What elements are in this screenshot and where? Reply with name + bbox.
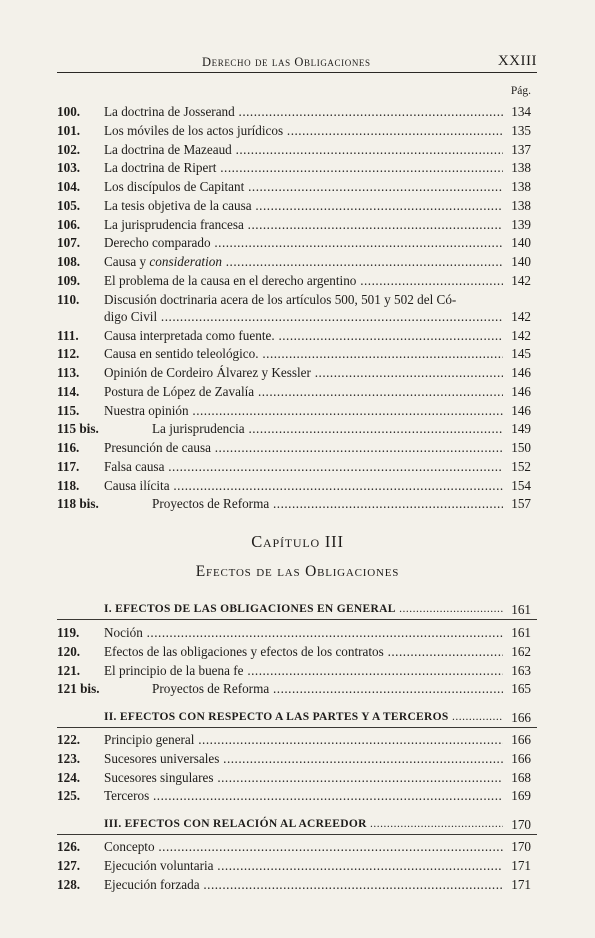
page-column-label: Pág. <box>510 85 531 97</box>
entry-page: 138 <box>511 197 531 213</box>
section-page: 161 <box>511 602 531 617</box>
entry-title <box>104 401 503 420</box>
toc-entry[interactable] <box>0 215 595 234</box>
section-heading[interactable] <box>0 708 595 727</box>
section-title-text: II. EFECTOS CON RESPECTO A LAS PARTES Y A TERCEROS <box>104 711 449 723</box>
toc-entry[interactable] <box>0 196 595 215</box>
toc-entry[interactable] <box>0 457 595 476</box>
toc-entry[interactable] <box>0 290 595 326</box>
section-page: 170 <box>511 817 531 832</box>
section-divider <box>57 619 537 620</box>
entry-title <box>104 730 503 749</box>
entry-number: 116. <box>57 440 80 455</box>
entry-title-text: Concepto <box>104 839 155 854</box>
toc-entry[interactable] <box>0 419 595 438</box>
entry-number: 110. <box>57 291 80 307</box>
entry-number: 108. <box>57 254 81 269</box>
entry-number: 115. <box>57 402 80 418</box>
entry-title-text: La doctrina de Ripert <box>104 160 217 176</box>
entry-title-text: Sucesores universales <box>104 750 220 766</box>
entry-number: 123. <box>57 750 81 766</box>
section-title <box>104 600 503 619</box>
entry-title <box>104 476 503 495</box>
entry-number: 119. <box>57 625 80 640</box>
entry-number: 103. <box>57 160 81 176</box>
entry-number: 102. <box>57 141 81 157</box>
entry-title-text: Nuestra opinión <box>104 402 189 418</box>
entry-title <box>104 768 503 787</box>
entry-number: 115 bis. <box>57 421 99 437</box>
entry-page: 142 <box>511 327 531 343</box>
entry-page: 135 <box>511 122 531 138</box>
toc-entry[interactable] <box>0 661 595 680</box>
entry-title <box>104 344 503 363</box>
entry-number: 112. <box>57 346 80 362</box>
chapter-label: Capítulo III <box>251 532 344 551</box>
entry-number: 122. <box>57 732 81 747</box>
entry-title <box>104 271 503 290</box>
entry-number: 128. <box>57 876 81 892</box>
entry-page: 139 <box>511 216 531 232</box>
toc-entry[interactable] <box>0 679 595 698</box>
section-title <box>104 815 503 834</box>
entry-title <box>152 494 503 513</box>
entry-page: 145 <box>511 346 531 362</box>
entry-title <box>104 121 503 140</box>
entry-title-text: Opinión de Cordeiro Álvarez y Kessler <box>104 365 311 380</box>
entry-page: 171 <box>511 876 531 892</box>
entry-title-text: La tesis objetiva de la causa <box>104 197 252 213</box>
toc-entry[interactable] <box>0 252 595 271</box>
section-page: 166 <box>511 710 531 725</box>
entry-page: 134 <box>511 104 531 119</box>
entry-page: 162 <box>511 643 531 659</box>
entry-page: 161 <box>511 625 531 640</box>
entry-title-text: Derecho comparado <box>104 235 211 251</box>
entry-title-text: La doctrina de Mazeaud <box>104 141 232 157</box>
entry-page: 154 <box>511 477 531 493</box>
entry-title-text: La doctrina de Josserand <box>104 104 235 119</box>
entry-number: 117. <box>57 458 80 474</box>
toc-entry[interactable] <box>0 494 595 513</box>
entry-page: 168 <box>511 769 531 785</box>
toc-entry[interactable] <box>0 271 595 290</box>
entry-title-text: Causa en sentido teleológico. <box>104 346 259 362</box>
entry-title <box>152 419 503 438</box>
entry-title <box>104 837 503 856</box>
entry-title <box>104 177 503 196</box>
entry-page: 146 <box>511 365 531 380</box>
chapter-title: Efectos de las Obligaciones <box>195 563 400 580</box>
entry-title-line2 <box>104 307 503 326</box>
section-heading[interactable] <box>0 815 595 834</box>
entry-title-text: Principio general <box>104 732 195 747</box>
entry-title-text: Proyectos de Reforma <box>152 681 270 697</box>
section-title <box>104 708 503 727</box>
entry-page: 165 <box>511 681 531 697</box>
entry-title-text: Ejecución voluntaria <box>104 857 214 873</box>
toc-entry[interactable] <box>0 623 595 642</box>
entry-page: 140 <box>511 235 531 251</box>
entry-title <box>104 457 503 476</box>
toc-entry[interactable] <box>0 476 595 495</box>
entry-title-text: Causa interpretada como fuente. <box>104 327 275 343</box>
toc-entry[interactable] <box>0 140 595 159</box>
entry-number: 105. <box>57 197 81 213</box>
entry-title <box>104 642 503 661</box>
entry-title-text: Terceros <box>104 788 150 804</box>
entry-number: 127. <box>57 857 81 873</box>
entry-number: 113. <box>57 365 80 380</box>
entry-number: 114. <box>57 383 80 399</box>
toc-entry[interactable] <box>0 233 595 252</box>
entry-title <box>104 382 503 401</box>
entry-title-text: Los discípulos de Capitant <box>104 179 245 194</box>
entry-number: 106. <box>57 216 81 232</box>
entry-title <box>104 233 503 252</box>
entry-title-text: Los móviles de los actos jurídicos <box>104 122 284 138</box>
entry-title-text: Presunción de causa <box>104 440 211 455</box>
entry-number: 111. <box>57 327 79 343</box>
entry-page: 142 <box>511 272 531 288</box>
toc-entry[interactable] <box>0 730 595 749</box>
entry-title-text: digo Civil <box>104 308 158 324</box>
entry-title <box>104 196 503 215</box>
toc-entry[interactable] <box>0 642 595 661</box>
entry-title-text: Causa ilícita <box>104 477 170 493</box>
entry-number: 118 bis. <box>57 496 99 512</box>
section-title-text: III. EFECTOS CON RELACIÓN AL ACREEDOR <box>104 818 367 830</box>
entry-number: 125. <box>57 788 81 804</box>
entry-title <box>104 661 503 680</box>
entry-page: 137 <box>511 141 531 157</box>
entry-page: 146 <box>511 402 531 418</box>
entry-number: 126. <box>57 839 81 854</box>
entry-page: 171 <box>511 857 531 873</box>
entry-title <box>104 158 503 177</box>
toc-entry[interactable] <box>0 401 595 420</box>
entry-number: 100. <box>57 104 81 119</box>
entry-title-text: Causa y <box>104 254 150 269</box>
entry-number: 120. <box>57 643 81 659</box>
entry-title <box>104 856 503 875</box>
entry-title-text: Postura de López de Zavalía <box>104 383 255 399</box>
section-title-text: I. EFECTOS DE LAS OBLIGACIONES EN GENERAL <box>104 603 396 615</box>
entry-title <box>104 215 503 234</box>
section-heading[interactable] <box>0 600 595 619</box>
running-head-title: Derecho de las Obligaciones <box>202 55 371 69</box>
entry-title <box>104 140 503 159</box>
entry-page: 152 <box>511 458 531 474</box>
entry-title-text: El problema de la causa en el derecho argentino <box>104 272 357 288</box>
entry-title <box>104 749 503 768</box>
entry-page: 166 <box>511 750 531 766</box>
toc-entry[interactable] <box>0 102 595 121</box>
toc-entry[interactable] <box>0 158 595 177</box>
toc-entry[interactable] <box>0 786 595 805</box>
entry-page: 169 <box>511 788 531 804</box>
entry-title-text: Efectos de las obligaciones y efectos de los contratos <box>104 643 384 659</box>
toc-entry[interactable] <box>0 177 595 196</box>
entry-title <box>104 623 503 642</box>
toc-entry[interactable] <box>0 326 595 345</box>
entry-page: 163 <box>511 662 531 678</box>
toc-entry[interactable] <box>0 344 595 363</box>
entry-number: 124. <box>57 769 81 785</box>
entry-number: 121 bis. <box>57 681 100 697</box>
page-folio: XXIII <box>497 53 537 69</box>
section-divider <box>57 834 537 835</box>
entry-title-text: Discusión doctrinaria acera de los artículos 500, 501 y 502 del Có- <box>104 291 457 307</box>
entry-page: 150 <box>511 440 531 455</box>
entry-title <box>104 363 503 382</box>
entry-page: 166 <box>511 732 531 747</box>
entry-title-text: Noción <box>104 625 143 640</box>
entry-number: 107. <box>57 235 81 251</box>
entry-title-text: Proyectos de Reforma <box>152 496 270 512</box>
entry-page: 138 <box>511 160 531 176</box>
entry-title-emphasis: consideration <box>149 254 222 269</box>
entry-title-text: Ejecución forzada <box>104 876 200 892</box>
entry-page: 138 <box>511 179 531 194</box>
toc-entry[interactable] <box>0 382 595 401</box>
entry-number: 118. <box>57 477 80 493</box>
running-head <box>57 52 537 73</box>
entry-number: 104. <box>57 179 81 194</box>
entry-page: 170 <box>511 839 531 854</box>
entry-title <box>104 102 503 121</box>
entry-title <box>104 786 503 805</box>
entry-title <box>104 326 503 345</box>
entry-title <box>104 875 503 894</box>
entry-page: 157 <box>511 496 531 512</box>
entry-title-text: Sucesores singulares <box>104 769 214 785</box>
toc-entry[interactable] <box>0 438 595 457</box>
entry-number: 109. <box>57 272 81 288</box>
toc-entry[interactable] <box>0 875 595 894</box>
toc-entry[interactable] <box>0 363 595 382</box>
entry-title <box>152 679 503 698</box>
entry-page: 149 <box>511 421 531 437</box>
entry-title-text: El principio de la buena fe <box>104 662 244 678</box>
toc-entry[interactable] <box>0 768 595 787</box>
toc-entry[interactable] <box>0 837 595 856</box>
entry-number: 121. <box>57 662 81 678</box>
toc-entry[interactable] <box>0 856 595 875</box>
entry-title <box>104 252 503 271</box>
section-divider <box>57 727 537 728</box>
entry-title <box>104 438 503 457</box>
toc-entry[interactable] <box>0 121 595 140</box>
entry-title-text: La jurisprudencia francesa <box>104 216 244 232</box>
entry-title-text: Falsa causa <box>104 458 165 474</box>
entry-page: 140 <box>511 254 531 269</box>
entry-number: 101. <box>57 122 81 138</box>
toc-entry[interactable] <box>0 749 595 768</box>
entry-page: 146 <box>511 383 531 399</box>
entry-title-text: La jurisprudencia <box>152 421 245 437</box>
entry-page: 142 <box>511 308 531 324</box>
